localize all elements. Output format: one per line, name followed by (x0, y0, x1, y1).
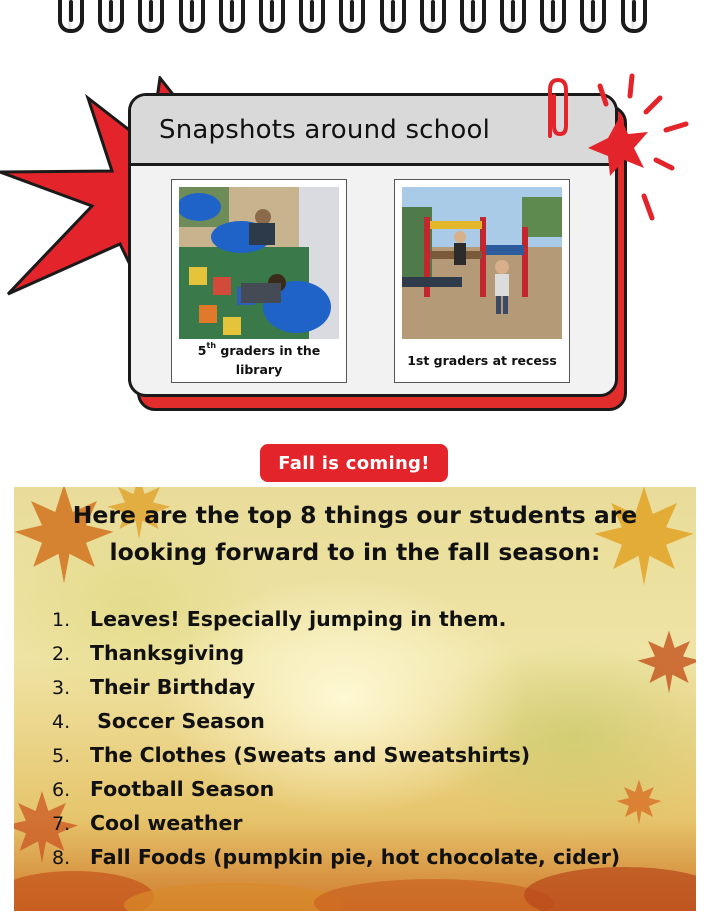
list-item (52, 607, 620, 641)
list-text: Soccer Season (90, 709, 265, 733)
list-text: Thanksgiving (90, 641, 245, 665)
fall-heading-line2: looking forward to in the fall season: (109, 538, 601, 566)
list-number: 3. (52, 677, 71, 699)
caption-superscript: th (206, 341, 217, 350)
fall-heading-line1: Here are the top 8 things our students are (72, 501, 638, 529)
binding-ring (460, 0, 486, 33)
binding-ring (179, 0, 205, 33)
photo-frame-library (171, 179, 347, 383)
list-number: 6. (52, 779, 71, 801)
list-number: 4. (52, 711, 71, 733)
binding-ring (621, 0, 647, 33)
list-item (52, 709, 620, 743)
spiral-binding (58, 0, 658, 36)
list-item (52, 641, 620, 675)
binding-ring (138, 0, 164, 33)
recess-caption: 1st graders at recess (407, 352, 557, 368)
binding-ring (380, 0, 406, 33)
fall-is-coming-badge: Fall is coming! (260, 444, 448, 482)
caption-ordinal: 5 (197, 343, 207, 358)
list-number: 7. (52, 813, 71, 835)
binding-ring (98, 0, 124, 33)
binding-ring (540, 0, 566, 33)
binding-ring (259, 0, 285, 33)
list-number: 5. (52, 745, 71, 767)
fall-heading (14, 497, 696, 571)
list-number: 8. (52, 847, 71, 869)
list-number: 1. (52, 609, 71, 631)
list-item (52, 675, 620, 709)
binding-ring (580, 0, 606, 33)
list-item (52, 845, 620, 879)
maple-leaf-icon (614, 777, 664, 827)
list-text: Cool weather (90, 811, 243, 835)
fall-banner (14, 487, 696, 911)
binding-ring (299, 0, 325, 33)
library-caption (176, 342, 342, 378)
maple-leaf-icon (634, 627, 696, 697)
list-item (52, 777, 620, 811)
binding-ring (420, 0, 446, 33)
list-text: Leaves! Especially jumping in them. (90, 607, 507, 631)
sparkle-star-decoration (540, 68, 700, 228)
list-text: Football Season (90, 777, 275, 801)
list-item (52, 743, 620, 777)
list-text: Fall Foods (pumpkin pie, hot chocolate, cider) (90, 845, 621, 869)
binding-ring (58, 0, 84, 33)
list-text: Their Birthday (90, 675, 256, 699)
list-text: The Clothes (Sweats and Sweatshirts) (90, 743, 531, 767)
snapshots-title: Snapshots around school (159, 114, 490, 145)
fall-list (52, 607, 620, 879)
binding-ring (339, 0, 365, 33)
library-photo (179, 187, 339, 339)
caption-text: graders in the library (216, 343, 321, 377)
binding-ring (219, 0, 245, 33)
list-number: 2. (52, 643, 71, 665)
binding-ring (500, 0, 526, 33)
list-item (52, 811, 620, 845)
recess-photo (402, 187, 562, 339)
